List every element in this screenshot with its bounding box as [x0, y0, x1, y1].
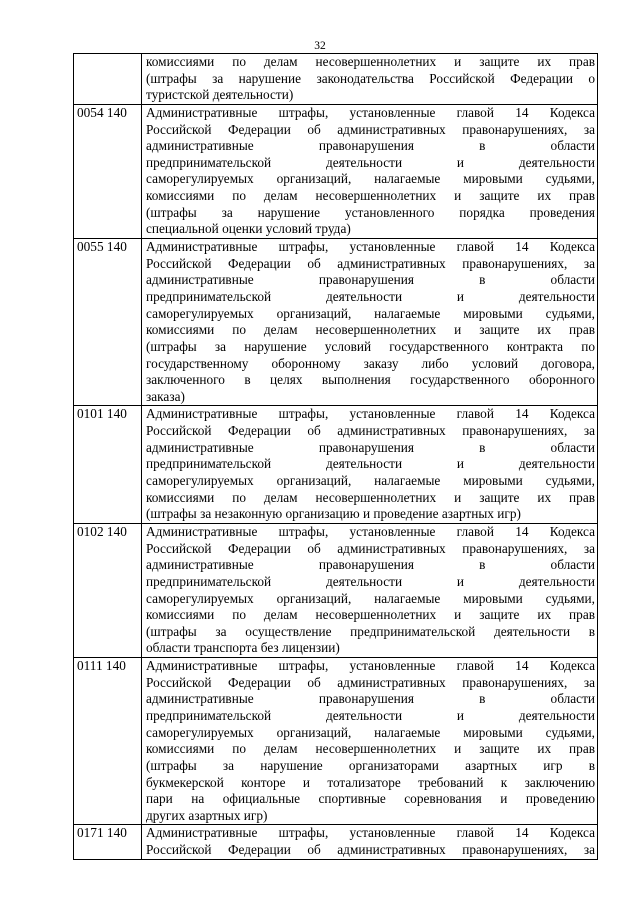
- description-line: Российской Федерации об административных правонарушениях, за: [146, 540, 595, 556]
- description-line: предпринимательской деятельности и деятельности: [146, 154, 595, 170]
- row-code-cell: [74, 54, 142, 105]
- description-line: специальной оценки условий труда): [146, 221, 351, 237]
- row-description-cell: [142, 406, 598, 523]
- description-line: государственному оборонному заказу либо условий договора,: [146, 355, 595, 371]
- description-line: предпринимательской деятельности и деятельности: [146, 573, 595, 589]
- description-line: Российской Федерации об административных правонарушениях, за: [146, 121, 595, 137]
- row-code: 0054 140: [77, 104, 127, 120]
- description-line: комиссиями по делам несовершеннолетних и защите их прав: [146, 54, 595, 69]
- description-line: Административные штрафы, установленные главой 14 Кодекса: [146, 825, 595, 841]
- description-line: туристской деятельности): [146, 87, 294, 103]
- description-line: Российской Федерации об административных правонарушениях, за: [146, 674, 595, 690]
- description-line: (штрафы за незаконную организацию и проведение азартных игр): [146, 506, 521, 522]
- row-code: 0102 140: [77, 523, 127, 539]
- description-line: Административные штрафы, установленные главой 14 Кодекса: [146, 104, 595, 120]
- description-line: (штрафы за осуществление предпринимательской деятельности в: [146, 623, 595, 639]
- table-row: [74, 406, 598, 523]
- page-number: 32: [314, 40, 326, 52]
- description-line: административные правонарушения в области: [146, 557, 595, 573]
- table-row: [74, 104, 598, 238]
- description-line: заключенного в целях выполнения государственного оборонного: [146, 372, 595, 388]
- description-line: (штрафы за нарушение установленного порядка проведения: [146, 204, 595, 220]
- row-description-cell: [142, 104, 598, 238]
- row-code-cell: [74, 658, 142, 825]
- description-line: саморегулируемых организаций, налагаемые мировыми судьями,: [146, 473, 595, 489]
- description-line: пари на официальные спортивные соревнования и проведению: [146, 791, 595, 807]
- description-line: Административные штрафы, установленные главой 14 Кодекса: [146, 523, 595, 539]
- description-line: административные правонарушения в области: [146, 272, 595, 288]
- row-description-cell: [142, 825, 598, 859]
- description-line: административные правонарушения в области: [146, 691, 595, 707]
- description-line: (штрафы за нарушение условий государственного контракта по: [146, 338, 595, 354]
- description-line: комиссиями по делам несовершеннолетних и защите их прав: [146, 607, 595, 623]
- description-line: Административные штрафы, установленные главой 14 Кодекса: [146, 239, 595, 255]
- description-line: предпринимательской деятельности и деятельности: [146, 456, 595, 472]
- description-line: саморегулируемых организаций, налагаемые мировыми судьями,: [146, 724, 595, 740]
- table-row: [74, 825, 598, 859]
- description-line: комиссиями по делам несовершеннолетних и защите их прав: [146, 489, 595, 505]
- description-line: Административные штрафы, установленные главой 14 Кодекса: [146, 658, 595, 674]
- description-line: предпринимательской деятельности и деятельности: [146, 707, 595, 723]
- description-line: саморегулируемых организаций, налагаемые мировыми судьями,: [146, 171, 595, 187]
- description-line: саморегулируемых организаций, налагаемые мировыми судьями,: [146, 590, 595, 606]
- description-line: букмекерской конторе и тотализаторе требований к заключению: [146, 774, 595, 790]
- row-code-cell: [74, 825, 142, 859]
- description-line: Российской Федерации об административных правонарушениях, за: [146, 423, 595, 439]
- description-line: Российской Федерации об административных правонарушениях, за: [146, 255, 595, 271]
- table-row: [74, 658, 598, 825]
- row-description-cell: [142, 523, 598, 657]
- row-code: 0055 140: [77, 239, 127, 255]
- row-code-cell: [74, 239, 142, 406]
- description-line: административные правонарушения в области: [146, 439, 595, 455]
- row-code: 0171 140: [77, 825, 127, 841]
- description-line: административные правонарушения в области: [146, 138, 595, 154]
- row-description-cell: [142, 239, 598, 406]
- description-line: комиссиями по делам несовершеннолетних и защите их прав: [146, 322, 595, 338]
- row-code-cell: [74, 104, 142, 238]
- description-line: (штрафы за нарушение законодательства Российской Федерации о: [146, 70, 595, 86]
- description-line: Административные штрафы, установленные главой 14 Кодекса: [146, 406, 595, 422]
- table-row: [74, 239, 598, 406]
- description-line: заказа): [146, 388, 185, 404]
- description-line: комиссиями по делам несовершеннолетних и защите их прав: [146, 741, 595, 757]
- table-row: [74, 54, 598, 105]
- row-description-cell: [142, 658, 598, 825]
- description-line: области транспорта без лицензии): [146, 640, 340, 656]
- table-row: [74, 523, 598, 657]
- row-code-cell: [74, 406, 142, 523]
- description-line: предпринимательской деятельности и деятельности: [146, 288, 595, 304]
- description-line: (штрафы за нарушение организаторами азартных игр в: [146, 757, 595, 773]
- row-code: 0101 140: [77, 406, 127, 422]
- row-code-cell: [74, 523, 142, 657]
- description-line: других азартных игр): [146, 807, 268, 823]
- budget-codes-table: [73, 53, 598, 860]
- row-code: 0111 140: [77, 658, 126, 674]
- row-description-cell: [142, 54, 598, 105]
- description-line: комиссиями по делам несовершеннолетних и защите их прав: [146, 188, 595, 204]
- description-line: Российской Федерации об административных правонарушениях, за: [146, 842, 595, 858]
- description-line: саморегулируемых организаций, налагаемые мировыми судьями,: [146, 305, 595, 321]
